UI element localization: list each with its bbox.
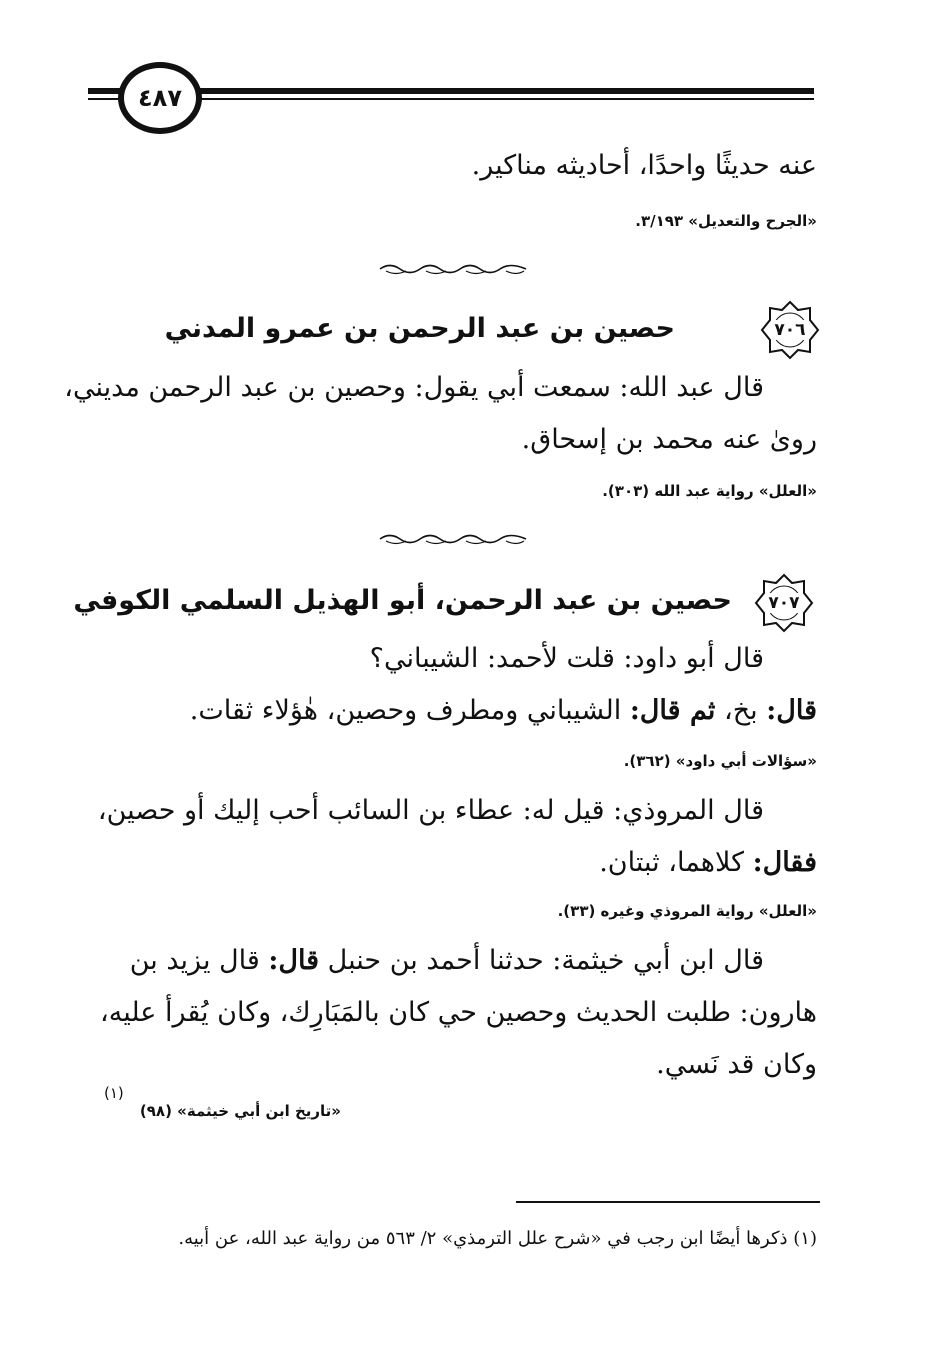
entry-706-text-line2: روىٰ عنه محمد بن إسحاق. <box>521 424 817 455</box>
entry-707-question: قال أبو داود: قلت لأحمد: الشيباني؟ <box>369 643 764 674</box>
entry-707-p3-line1: قال ابن أبي خيثمة: حدثنا أحمد بن حنبل قال: قال يزيد بن <box>129 945 764 976</box>
entry-707-p2-line1: قال المروذي: قيل له: عطاء بن السائب أحب إليك أو حصين، <box>97 795 764 826</box>
section-divider-ornament <box>378 532 528 546</box>
entry-707-reference-3: «تاريخ ابن أبي خيثمة» (٩٨) <box>139 1102 341 1120</box>
entry-707-p3-line2: هارون: طلبت الحديث وحصين حي كان بالمَبَارِك، وكان يُقرأ عليه، <box>100 997 817 1028</box>
footnote-separator <box>516 1201 820 1203</box>
top-reference: «الجرح والتعديل» ٣/١٩٣. <box>635 212 817 230</box>
footnote-marker: (١) <box>104 1084 124 1102</box>
entry-707-reference-1: «سؤالات أبي داود» (٣٦٢). <box>623 752 817 770</box>
entry-707-answer: قال: بخ، ثم قال: الشيباني ومطرف وحصين، هٰؤلاء ثقات. <box>189 695 817 726</box>
entry-707-p3-line3: وكان قد نَسي. <box>656 1049 817 1080</box>
entry-707-p2-line2: فقال: كلاهما، ثبتان. <box>599 847 817 878</box>
entry-number-badge-707: ٧٠٧ <box>754 573 814 633</box>
entry-706-title: حصين بن عبد الرحمن بن عمرو المدني <box>164 313 675 344</box>
entry-706-text-line1: قال عبد الله: سمعت أبي يقول: وحصين بن عبد الرحمن مديني، <box>64 372 764 403</box>
page-number: ٤٨٧ <box>118 62 202 134</box>
section-divider-ornament <box>378 262 528 276</box>
entry-707-title: حصين بن عبد الرحمن، أبو الهذيل السلمي الكوفي <box>73 585 732 616</box>
footnote: (١) ذكرها أيضًا ابن رجب في «شرح علل الترمذي» ٢/ ٥٦٣ من رواية عبد الله، عن أبيه. <box>178 1228 817 1249</box>
entry-706-reference: «العلل» رواية عبد الله (٣٠٣). <box>602 482 817 500</box>
top-paragraph: عنه حديثًا واحدًا، أحاديثه مناكير. <box>471 150 817 181</box>
entry-707-reference-2: «العلل» رواية المروذي وغيره (٣٣). <box>557 902 817 920</box>
entry-number-badge-706: ٧٠٦ <box>760 300 820 360</box>
